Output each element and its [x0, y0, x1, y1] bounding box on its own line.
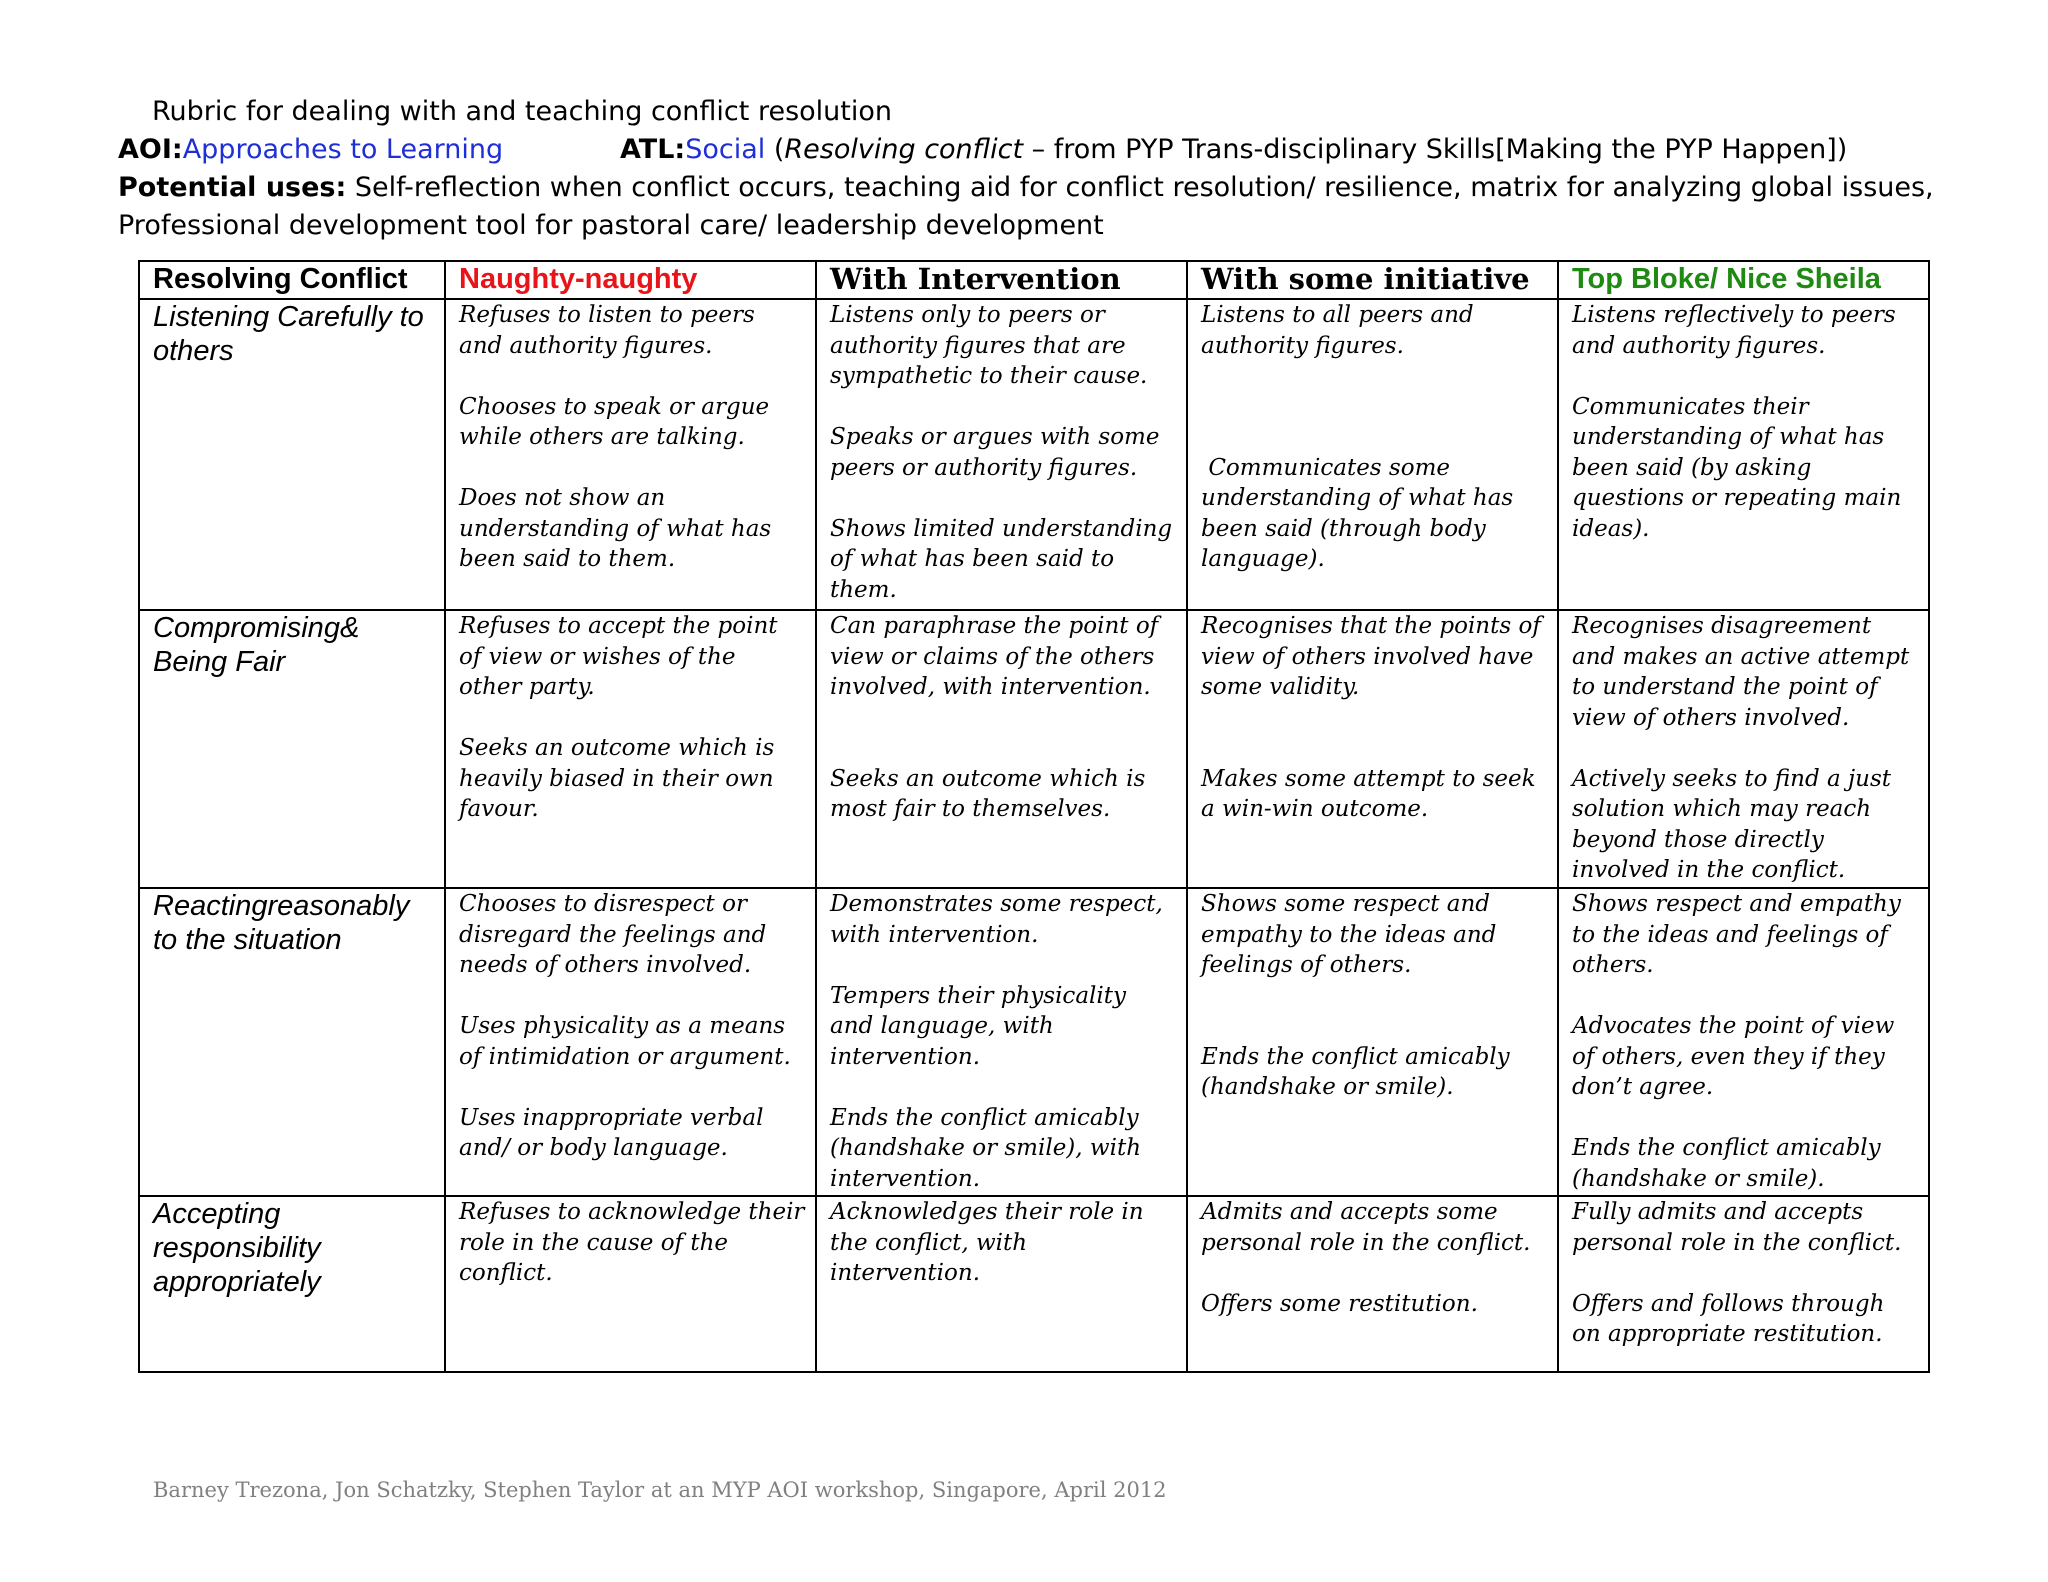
- rubric-cell: [816, 1196, 1187, 1372]
- row-label: Listening Carefully to others: [139, 299, 445, 610]
- cell-text: Recognises disagreement and makes an active attempt to understand the point of view of others involved.: [1572, 613, 1910, 731]
- cell-text: Shows respect and empathy to the ideas and feelings of others.: [1572, 891, 1901, 978]
- potential-uses-line-2: Professional development tool for pastoral care/ leadership development: [118, 210, 1104, 241]
- rubric-cell: [816, 299, 1187, 610]
- rubric-cell: [1187, 610, 1558, 888]
- atl-italic: Resolving conflict: [784, 134, 1024, 165]
- cell-text: Shows limited understanding of what has been said to them.: [830, 515, 1173, 603]
- row-label: Accepting responsibility appropriately: [139, 1196, 445, 1372]
- rubric-cell: [1558, 610, 1929, 888]
- potential-uses-line: [118, 169, 1934, 207]
- cell-text: Communicates their understanding of what has been said (by asking questions or repeating main ideas).: [1572, 393, 1902, 542]
- rubric-cell: [1187, 888, 1558, 1196]
- rubric-cell: [816, 610, 1187, 888]
- cell-text: Acknowledges their role in the conflict, with intervention.: [830, 1199, 1144, 1286]
- table-row: [139, 1196, 1929, 1372]
- document-header: [118, 93, 1934, 245]
- cell-text: Seeks an outcome which is heavily biased in their own favour.: [459, 735, 775, 822]
- cell-text: Listens reflectively to peers and authority figures.: [1572, 302, 1896, 359]
- cell-text: Shows some respect and empathy to the ideas and feelings of others.: [1201, 891, 1497, 978]
- uses-label: Potential uses:: [118, 172, 347, 203]
- rubric-table: [138, 260, 1930, 1373]
- cell-text: Advocates the point of view of others, even they if they don’t agree.: [1572, 1013, 1895, 1100]
- cell-text: Chooses to disrespect or disregard the feelings and needs of others involved.: [459, 891, 767, 978]
- cell-text: Seeks an outcome which is most fair to themselves.: [830, 765, 1146, 822]
- header-criterion: Resolving Conflict: [139, 261, 445, 299]
- rubric-cell: [445, 610, 816, 888]
- rubric-cell: [1558, 299, 1929, 610]
- cell-text: Fully admits and accepts personal role in the conflict.: [1572, 1199, 1902, 1256]
- cell-text: Recognises that the points of view of others involved have some validity.: [1201, 613, 1541, 700]
- cell-text: Communicates some understanding of what has been said (through body language).: [1201, 454, 1521, 572]
- cell-text: Tempers their physicality and language, with intervention.: [830, 982, 1126, 1070]
- header-with-intervention: With Intervention: [816, 261, 1187, 299]
- cell-text: Makes some attempt to seek a win-win outcome.: [1201, 765, 1536, 822]
- cell-text: Refuses to accept the point of view or wishes of the other party.: [459, 613, 778, 700]
- cell-text: Ends the conflict amicably (handshake or smile).: [1201, 1043, 1510, 1100]
- table-row: [139, 299, 1929, 610]
- cell-text: Listens only to peers or authority figures that are sympathetic to their cause.: [830, 302, 1148, 389]
- aoi-atl-line: [118, 131, 1848, 169]
- rubric-cell: [1187, 1196, 1558, 1372]
- table-row: [139, 888, 1929, 1196]
- cell-text: Offers and follows through on appropriate restitution.: [1572, 1290, 1885, 1347]
- rubric-cell: [445, 888, 816, 1196]
- atl-block: [620, 131, 1847, 169]
- cell-text: Refuses to listen to peers and authority figures.: [459, 302, 755, 359]
- cell-text: Ends the conflict amicably (handshake or smile), with intervention.: [830, 1104, 1142, 1192]
- cell-text: Can paraphrase the point of view or claims of the others involved, with intervention.: [830, 613, 1159, 700]
- cell-text: Admits and accepts some personal role in the conflict.: [1201, 1199, 1531, 1256]
- uses-text-1: Self-reflection when conflict occurs, teaching aid for conflict resolution/ resilience, matrix for analyzing global issues,: [346, 172, 1934, 203]
- row-label: Reactingreasonably to the situation: [139, 888, 445, 1196]
- row-label: Compromising& Being Fair: [139, 610, 445, 888]
- cell-text: Demonstrates some respect, with intervention.: [830, 891, 1163, 948]
- rubric-cell: [445, 299, 816, 610]
- cell-text: Listens to all peers and authority figures.: [1201, 302, 1474, 359]
- atl-open: (: [765, 134, 785, 165]
- aoi-value: Approaches to Learning: [182, 134, 504, 165]
- header-with-some-initiative: With some initiative: [1187, 261, 1558, 299]
- cell-text: Uses physicality as a means of intimidation or argument.: [459, 1013, 791, 1070]
- cell-text: Refuses to acknowledge their role in the cause of the conflict.: [459, 1199, 805, 1286]
- atl-rest: – from PYP Trans-disciplinary Skills[Making the PYP Happen]): [1023, 134, 1848, 165]
- document-title: Rubric for dealing with and teaching conflict resolution: [152, 96, 892, 127]
- aoi-label: AOI:: [118, 134, 183, 165]
- cell-text: Speaks or argues with some peers or authority figures.: [830, 424, 1160, 481]
- rubric-cell: [1558, 888, 1929, 1196]
- cell-text: Actively seeks to find a just solution which may reach beyond those directly involved in the conflict.: [1572, 765, 1892, 883]
- rubric-cell: [816, 888, 1187, 1196]
- cell-text: Does not show an understanding of what has been said to them.: [459, 485, 772, 572]
- cell-text: Ends the conflict amicably (handshake or smile).: [1572, 1135, 1881, 1192]
- cell-text: Offers some restitution.: [1201, 1290, 1478, 1317]
- atl-value: Social: [685, 134, 766, 165]
- header-naughty-naughty: Naughty-naughty: [445, 261, 816, 299]
- rubric-cell: [1558, 1196, 1929, 1372]
- header-top-bloke: Top Bloke/ Nice Sheila: [1558, 261, 1929, 299]
- table-row: [139, 610, 1929, 888]
- rubric-header-row: [139, 261, 1929, 299]
- cell-text: Uses inappropriate verbal and/ or body language.: [459, 1104, 764, 1161]
- rubric-cell: [1187, 299, 1558, 610]
- atl-label: ATL:: [620, 134, 686, 165]
- rubric-cell: [445, 1196, 816, 1372]
- cell-text: Chooses to speak or argue while others are talking.: [459, 393, 770, 450]
- footer-credit: Barney Trezona, Jon Schatzky, Stephen Taylor at an MYP AOI workshop, Singapore, April 2012: [153, 1478, 1167, 1502]
